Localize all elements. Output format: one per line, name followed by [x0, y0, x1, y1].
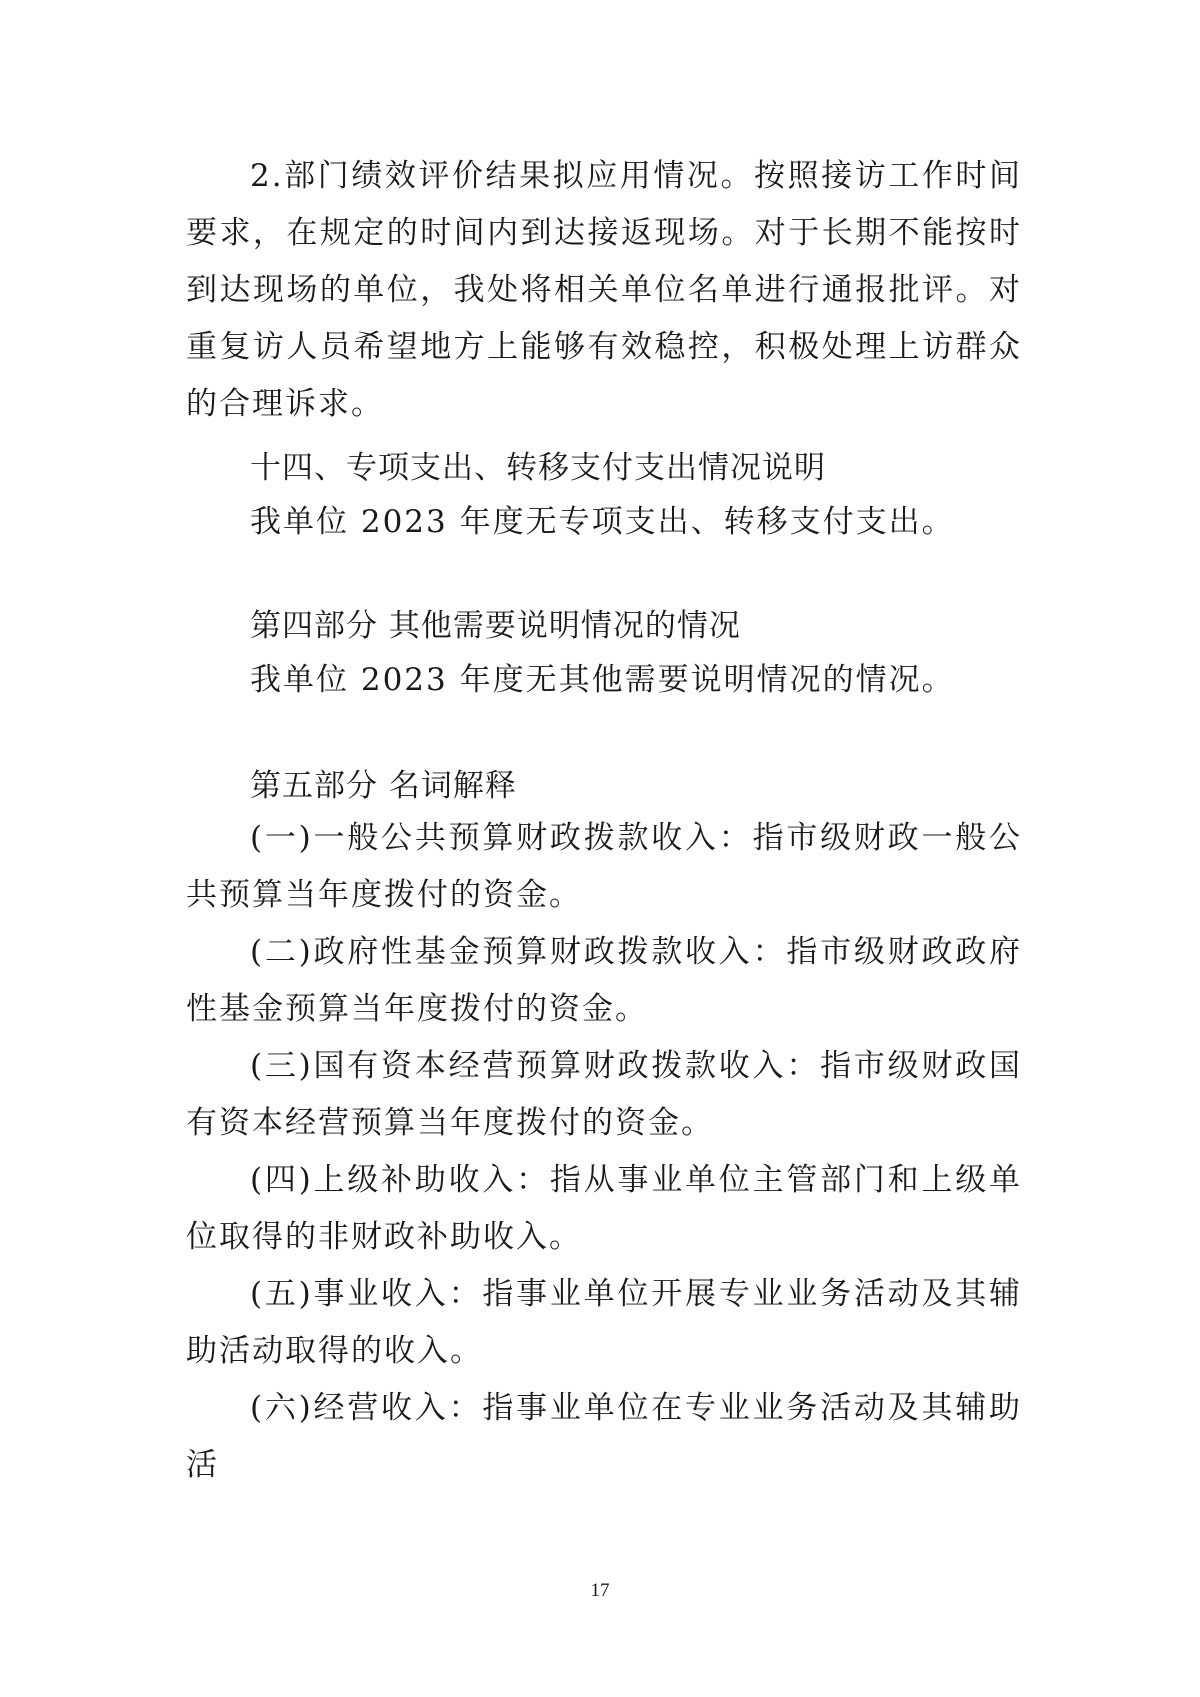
term-definition-1: (一)一般公共预算财政拨款收入：指市级财政一般公共预算当年度拨付的资金。	[186, 820, 1022, 913]
section-14-heading: 十四、专项支出、转移支付支出情况说明	[250, 450, 826, 486]
section-14-body: 我单位 2023 年度无专项支出、转移支付支出。	[250, 504, 955, 540]
part-4-body: 我单位 2023 年度无其他需要说明情况的情况。	[250, 662, 955, 698]
part-5-heading: 第五部分 名词解释	[250, 768, 517, 804]
term-definition-3: (三)国有资本经营预算财政拨款收入：指市级财政国有资本经营预算当年度拨付的资金。	[186, 1048, 1022, 1141]
page-number: 17	[590, 1580, 610, 1601]
term-definition-4: (四)上级补助收入：指从事业单位主管部门和上级单位取得的非财政补助收入。	[186, 1162, 1022, 1255]
part-4-heading: 第四部分 其他需要说明情况的情况	[250, 608, 741, 644]
term-definition-2: (二)政府性基金预算财政拨款收入：指市级财政政府性基金预算当年度拨付的资金。	[186, 934, 1022, 1027]
performance-evaluation-paragraph: 2.部门绩效评价结果拟应用情况。按照接访工作时间要求，在规定的时间内到达接返现场。对于长期不能按时到达现场的单位，我处将相关单位名单进行通报批评。对重复访人员希望地方上能够有效稳控，积极处理上访群众的合理诉求。	[186, 158, 1022, 422]
term-definition-5: (五)事业收入：指事业单位开展专业业务活动及其辅助活动取得的收入。	[186, 1276, 1022, 1369]
term-definition-6: (六)经营收入：指事业单位在专业业务活动及其辅助活	[186, 1390, 1022, 1483]
